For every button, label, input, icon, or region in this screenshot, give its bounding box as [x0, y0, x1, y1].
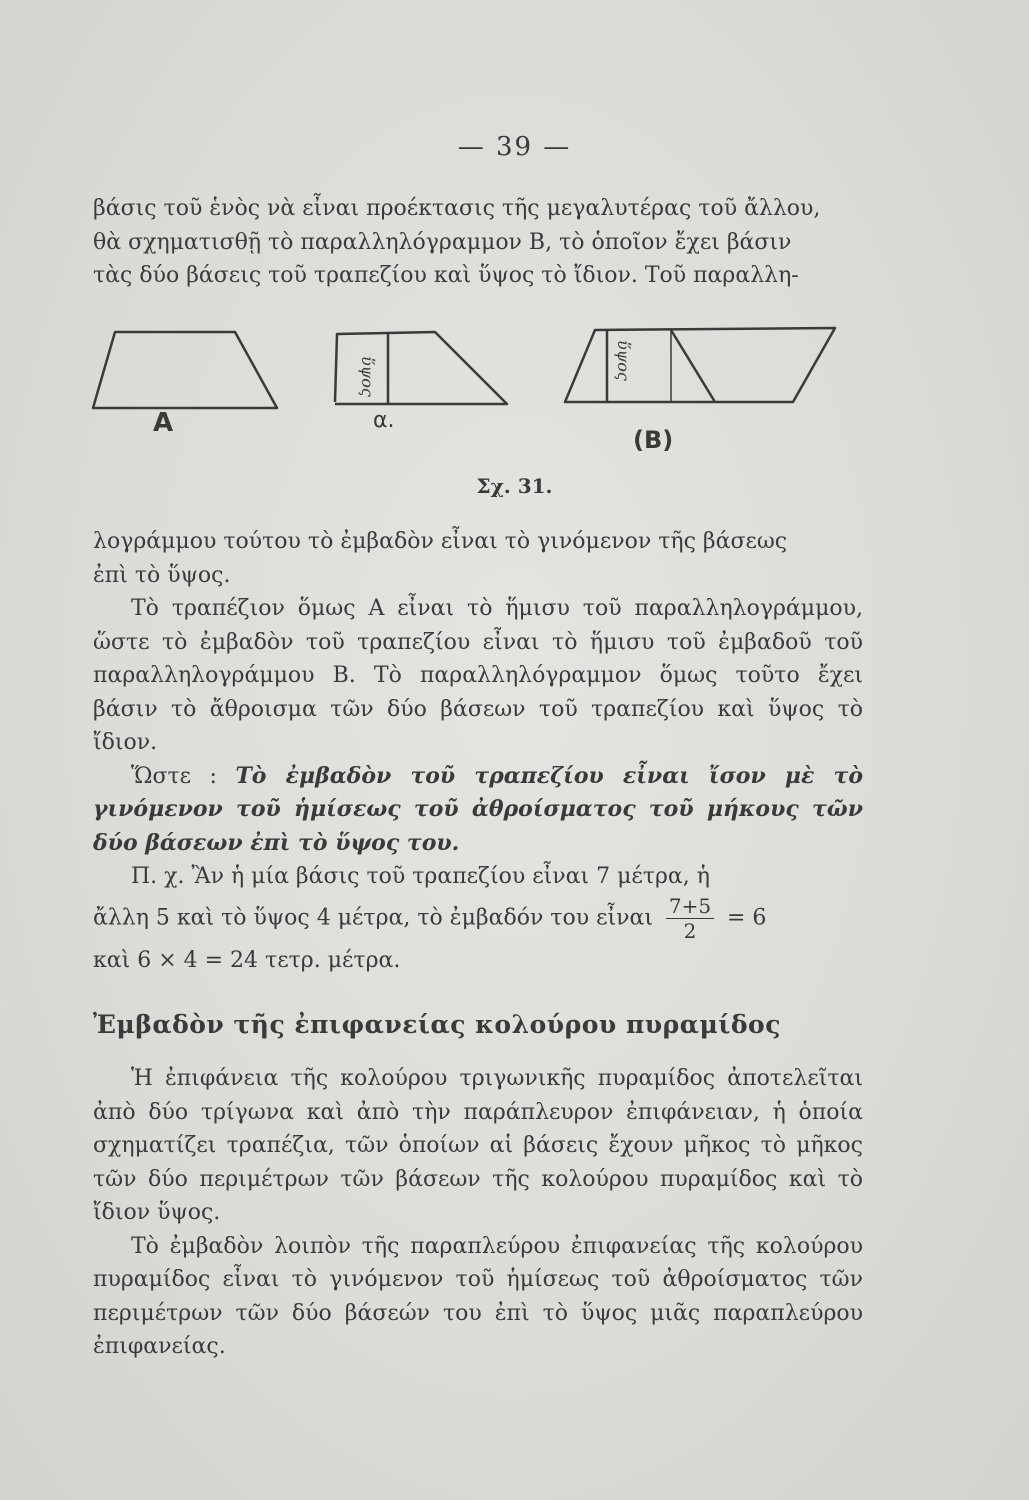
- text-line: λογράμμου τούτου τὸ ἐμβαδὸν εἶναι τὸ γινόμενον τῆς βάσεως: [93, 529, 788, 554]
- text-line: ἐπὶ τὸ ὕψος.: [93, 562, 231, 588]
- rule-paragraph: [93, 760, 863, 861]
- divider-b: [671, 330, 715, 402]
- section-body: [93, 1062, 863, 1364]
- fraction-numerator: 7+5: [666, 894, 714, 919]
- figure-drawing: [85, 320, 875, 470]
- label-small-a: α.: [373, 408, 395, 433]
- paragraph: Τὸ ἐμβαδὸν λοιπὸν τῆς παραπλεύρου ἐπιφανείας τῆς κολούρου πυραμίδος εἶναι τὸ γινόμενον τοῦ ἡμίσεως τοῦ ἀθροίσματος τῶν περιμέτρων τῶν δύο βάσεών του ἐπὶ τὸ ὕψος μιᾶς παραπλεύρου ἐπιφανείας.: [93, 1233, 863, 1359]
- text-line: θὰ σχηματισθῇ τὸ παραλληλόγραμμον Β, τὸ ὁποῖον ἔχει βάσιν: [93, 229, 792, 255]
- example-text: ἄλλη 5 καὶ τὸ ὕψος 4 μέτρα, τὸ ἐμβαδόν του εἶναι: [93, 905, 653, 930]
- label-b: (B): [633, 426, 674, 454]
- height-label-2: ὕψος: [614, 340, 633, 381]
- parallelogram-b: [565, 328, 835, 402]
- fraction-denominator: 2: [683, 918, 697, 943]
- rule-lead: Ὥστε :: [131, 763, 236, 789]
- trapezoid-a: [93, 332, 277, 408]
- text-line: τὰς δύο βάσεις τοῦ τραπεζίου καὶ ὕψος τὸ ἴδιον. Τοῦ παραλλη-: [93, 263, 799, 288]
- label-a: A: [153, 408, 174, 438]
- figure-caption: Σχ. 31.: [476, 474, 553, 498]
- height-label-1: ὕψος: [358, 356, 377, 397]
- rule-statement: Τὸ ἐμβαδὸν τοῦ τραπεζίου εἶναι ἴσον μὲ τὸ γινόμενον τοῦ ἡμίσεως τοῦ ἀθροίσματος τοῦ μήκους τῶν δύο βάσεων ἐπὶ τὸ ὕψος του.: [93, 762, 863, 856]
- section-heading: Ἐμβαδὸν τῆς ἐπιφανείας κολούρου πυραμίδος: [93, 1010, 781, 1039]
- paragraph-top: [93, 192, 863, 293]
- text-line: βάσις τοῦ ἑνὸς νὰ εἶναι προέκτασις τῆς μεγαλυτέρας τοῦ ἄλλου,: [93, 196, 821, 221]
- example-line: Π. χ. Ἂν ἡ μία βάσις τοῦ τραπεζίου εἶναι 7 μέτρα, ἡ: [131, 864, 710, 889]
- paragraph: Τὸ τραπέζιον ὅμως Α εἶναι τὸ ἥμισυ τοῦ παραλληλογράμμου, ὥστε τὸ ἐμβαδὸν τοῦ τραπεζίου εἶναι τὸ ἥμισυ τοῦ ἐμβαδοῦ τοῦ παραλληλογράμμου Β. Τὸ παραλληλόγραμμον ὅμως τοῦτο ἔχει βάσιν τὸ ἄθροισμα τῶν δύο βάσεων τοῦ τραπεζίου καὶ ὕψος τὸ ἴδιον.: [93, 596, 863, 755]
- page-number: — 39 —: [457, 132, 572, 162]
- diagonal-a: [435, 332, 503, 400]
- figure-31: [85, 320, 875, 500]
- fraction-result: = 6: [726, 905, 767, 930]
- paragraph: Ἡ ἐπιφάνεια τῆς κολούρου τριγωνικῆς πυραμίδος ἀποτελεῖται ἀπὸ δύο τρίγωνα καὶ ἀπὸ τὴν παράπλευρον ἐπιφάνειαν, ἡ ὁποία σχηματίζει τραπέζια, τῶν ὁποίων αἱ βάσεις ἔχουν μῆκος τὸ μῆκος τῶν δύο περιμέτρων τῶν βάσεων τῆς κολούρου πυραμίδος καὶ τὸ ἴδιον ὕψος.: [93, 1066, 863, 1225]
- example-line: καὶ 6 × 4 = 24 τετρ. μέτρα.: [93, 947, 401, 973]
- paragraph-mid: [93, 525, 863, 977]
- fraction: [666, 894, 714, 943]
- example-formula-line: [93, 894, 863, 944]
